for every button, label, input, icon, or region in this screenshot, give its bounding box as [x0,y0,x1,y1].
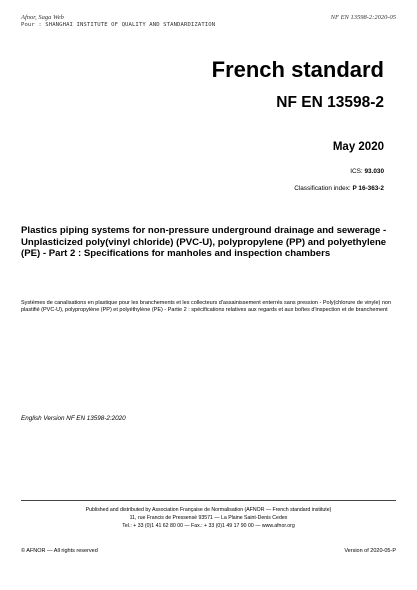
publisher-block [21,500,396,531]
english-title: Plastics piping systems for non-pressure underground drainage and sewerage - Unplasticized poly(vinyl chloride) (PVC-U), polypropylene (PP) and polyethylene (PE) - Part 2 : Specifications for manholes and inspection chambers [21,225,387,260]
page-title: French standard [211,57,384,82]
header-doc-ref: NF EN 13598-2:2020-05 [330,14,396,21]
ics-label: ICS: [350,168,363,175]
header-source: Afnor, Saga Web [21,14,64,21]
contact-line: Tel.: + 33 (0)1 41 62 80 00 — Fax.: + 33 (0)1 49 17 90 00 — www.afnor.org [122,523,295,530]
english-version: English Version NF EN 13598-2:2020 [21,415,126,422]
ics-value: 93.030 [364,168,384,175]
publication-date: May 2020 [332,141,384,153]
classification-line [294,185,384,192]
classification-value: P 16-363-2 [352,185,384,192]
ics-line [350,168,384,175]
french-title: Systèmes de canalisations en plastique pour les branchements et les collecteurs d'assainissement enterrés sans pression - Poly(chlorure de vinyle) non plastifié (PVC-U), polypropylène (PP) et polyéthylène (PE) - Partie 2 : spécifications relatives aux regards et aux boîtes d'inspection et de branchement [21,300,392,314]
version-label: Version of 2020-05-P [344,548,396,554]
header-pour: Pour : SHANGHAI INSTITUTE OF QUALITY AND STANDARDIZATION [21,22,216,28]
address-line: 11, rue Francis de Pressensé 93571 — La Plaine Saint-Denis Cedex [129,515,288,522]
classification-label: Classification index: [294,185,351,192]
standard-number: NF EN 13598-2 [276,94,384,111]
copyright: © AFNOR — All rights reserved [21,548,98,554]
publisher-line: Published and distributed by Association Française de Normalisation (AFNOR — French standard institute) [85,507,332,513]
